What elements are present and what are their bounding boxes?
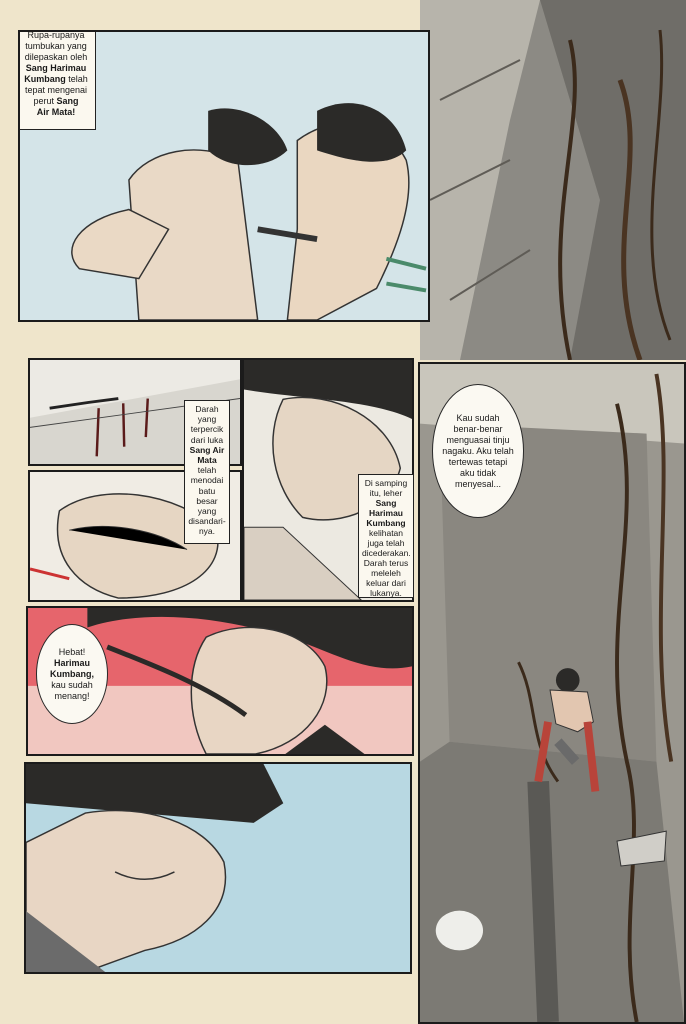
caption-punch-word: telah [68,74,88,84]
caption-neck-line: dicederakan. [362,548,411,558]
caption-blood-line: yang [197,414,217,425]
caption-punch-name: Kumbang [24,74,66,84]
bubble-hebat-line: kau sudah [51,679,93,690]
caption-blood-name: Sang Air [189,444,225,455]
caption-punch-name: Sang [56,96,79,106]
caption-blood-line: batu [198,485,216,496]
caption-blood-line: dari luka [190,434,224,445]
caption-neck-line: Darah terus [363,558,409,568]
bubble-hebat-line: menang! [54,690,90,701]
caption-punch-word: perut [33,96,54,106]
caption-punch-line: tepat mengenai [24,85,88,95]
caption-neck-name: Harimau [368,508,403,518]
caption-blood-line: besar [196,495,218,506]
bubble-kau [432,384,524,518]
caption-blood-line: telah [197,465,217,476]
bubble-kau-line: Kau sudah [456,412,500,423]
bubble-hebat-name: Harimau [53,657,90,668]
caption-punch-name: Air Mata! [36,107,76,117]
bubble-kau-line: aku tidak [459,467,497,478]
caption-neck-name: Sang [375,498,397,508]
bubble-kau-line: menyesal... [454,478,502,489]
bubble-hebat [36,624,108,724]
caption-blood [184,400,230,544]
caption-blood-line: disandari- [188,516,226,527]
caption-neck-line: keluar dari [366,578,406,588]
caption-neck-line: meleleh [371,568,401,578]
bubble-kau-line: menguasai tinju [446,434,510,445]
caption-blood-line: menodai [190,475,224,486]
caption-punch-line: tumbukan yang [25,41,87,51]
caption-punch [18,30,96,130]
caption-neck-name: Kumbang [366,518,406,528]
caption-neck-line: kelihatan [368,528,404,538]
cliff-rock-art [420,0,686,360]
panel-punch [18,30,430,322]
panel-blue-face [24,762,412,974]
caption-neck-line: juga telah [367,538,405,548]
caption-neck-line: Di samping [364,478,408,488]
bubble-kau-line: tertewas tetapi [448,456,508,467]
caption-blood-line: yang [197,506,217,517]
panel-cliff-fall [418,362,686,1024]
caption-blood-line: terpercik [190,424,224,435]
panel-cliff-top [420,0,686,360]
blue-face-art [26,764,410,972]
bubble-kau-line: benar-benar [453,423,503,434]
caption-blood-line: Darah [195,404,219,414]
panel-red-face [26,606,414,756]
bubble-hebat-line: Hebat! [58,646,86,657]
caption-punch-line: Rupa-rupanya [27,30,85,40]
bubble-hebat-name: Kumbang, [50,668,94,679]
bubble-kau-line: nagaku. Aku telah [442,445,514,456]
caption-neck-line: lukanya. [370,588,402,598]
caption-punch-line [20,74,92,85]
caption-punch-line: dilepaskan oleh [24,52,88,62]
caption-neck-line: itu, leher [369,488,403,498]
caption-punch-line [20,96,92,107]
caption-neck [358,474,414,598]
caption-punch-name: Sang Harimau [25,63,87,73]
caption-blood-name: Mata [197,455,217,466]
caption-blood-line: nya. [198,526,216,537]
